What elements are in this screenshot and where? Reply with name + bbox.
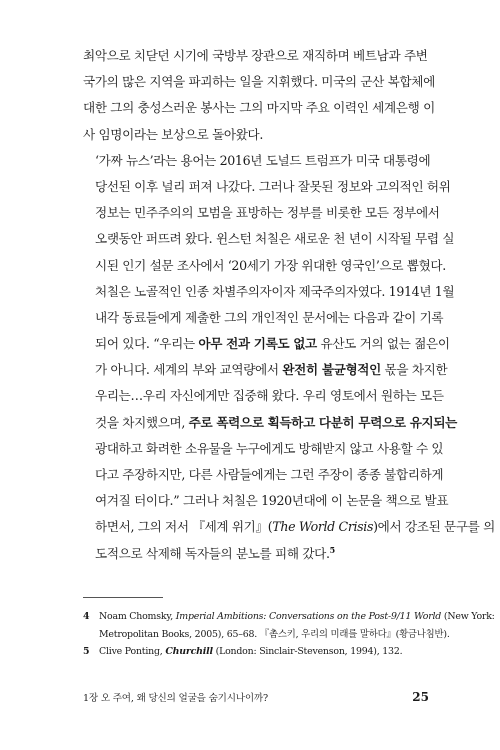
footnote-number: 5	[83, 646, 90, 657]
footnote-author: Noam Chomsky,	[99, 611, 176, 622]
bold-phrase: 완전히 불균형적인	[282, 362, 381, 378]
text-segment: 몫을 차지한	[380, 362, 448, 378]
footnote-publisher: (New York:	[441, 611, 495, 622]
text-line	[83, 514, 495, 540]
text-line: ‘가짜 뉴스’라는 용어는 2016년 도널드 트럼프가 미국 대통령에	[95, 152, 431, 168]
text-line	[83, 357, 448, 383]
footnote-line	[99, 608, 495, 626]
footnote-text	[99, 643, 433, 661]
text-line: 우리는…우리 자신에게만 집중해 왔다. 우리 영토에서 원하는 모든	[95, 388, 444, 404]
footnote-reference[interactable]: 5	[329, 544, 335, 555]
text-segment: 유산도 거의 없는 젊은이	[316, 336, 450, 352]
footnote-4	[83, 608, 495, 643]
running-chapter-title: 1장 오 주여, 왜 당신의 얼굴을 숨기시나이까?	[83, 693, 268, 704]
text-segment: 하면서, 그의 저서 『세계 위기』(	[95, 519, 273, 535]
text-line	[83, 541, 429, 567]
text-line: 광대하고 화려한 소유물을 누구에게도 방해받지 않고 사용할 수 있	[95, 440, 444, 456]
text-line: 대한 그의 충성스러운 봉사는 그의 마지막 주요 이력인 세계은행 이	[83, 100, 435, 116]
text-segment: 도적으로 삭제해 독자들의 분노를 피해 갔다.	[95, 545, 330, 561]
text-line: 당선된 이후 널리 퍼져 나갔다. 그러나 잘못된 정보와 고의적인 허위	[95, 178, 451, 194]
text-line: 시된 인기 설문 조사에서 ‘20세기 가장 위대한 영국인’으로 뽑혔다.	[95, 257, 446, 273]
bold-phrase: 아무 전과 기록도 없고	[198, 336, 317, 352]
footnote-text	[99, 608, 495, 643]
bold-phrase: 주로 폭력으로 획득하고 다분히 무력으로 유지되는	[188, 414, 457, 430]
text-segment: 것을 차지했으며,	[95, 414, 189, 430]
text-line	[83, 410, 457, 436]
page-footer	[83, 690, 429, 704]
text-line: 최악으로 치닫던 시기에 국방부 장관으로 재직하며 베트남과 주변	[83, 48, 428, 63]
footnote-line: Metropolitan Books, 2005), 65–68. 『촘스키, 우리의 미래를 말하다』(황금나침반).	[99, 628, 450, 640]
footnote-divider	[83, 597, 163, 598]
main-text	[83, 43, 495, 567]
page-number: 25	[412, 690, 429, 704]
text-segment: 가 아니다. 세계의 부와 교역량에서	[95, 362, 283, 378]
footnote-publisher: (London: Sinclair-Stevenson, 1994), 132.	[212, 646, 403, 657]
text-segment: 되어 있다. “우리는	[95, 336, 199, 352]
paragraph-1	[83, 43, 435, 148]
text-line: 내각 동료들에게 제출한 그의 개인적인 문서에는 다음과 같이 기록	[95, 309, 444, 325]
text-line: 여겨질 터이다.” 그러나 처칠은 1920년대에 이 논문을 책으로 발표	[95, 493, 449, 509]
text-line: 정보는 민주주의의 모범을 표방하는 정부를 비롯한 모든 정부에서	[95, 205, 440, 221]
text-line: 오랫동안 퍼뜨려 왔다. 윈스턴 처칠은 새로운 천 년이 시작될 무렵 실	[95, 231, 455, 247]
footnote-line	[99, 643, 433, 661]
text-line	[83, 331, 450, 357]
text-line: 사 임명이라는 보상으로 돌아왔다.	[83, 126, 264, 142]
text-segment: )에서 강조된 문구를 의	[373, 519, 495, 535]
footnote-title: Imperial Ambitions: Conversations on the Post-9/11 World	[175, 611, 442, 622]
text-line: 처칠은 노골적인 인종 차별주의자이자 제국주의자였다. 1914년 1월	[95, 283, 455, 299]
text-line: 다고 주장하지만, 다른 사람들에게는 그런 주장이 종종 불합리하게	[95, 467, 444, 482]
book-title: The World Crisis	[272, 519, 374, 535]
paragraph-2	[83, 148, 495, 567]
footnote-title: Churchill	[165, 646, 213, 657]
footnotes	[83, 608, 495, 661]
text-line: 국가의 많은 지역을 파괴하는 일을 지휘했다. 미국의 군산 복합체에	[83, 74, 435, 90]
footnote-number: 4	[83, 611, 90, 622]
footnote-5	[83, 643, 433, 661]
footnote-author: Clive Ponting,	[99, 646, 166, 657]
